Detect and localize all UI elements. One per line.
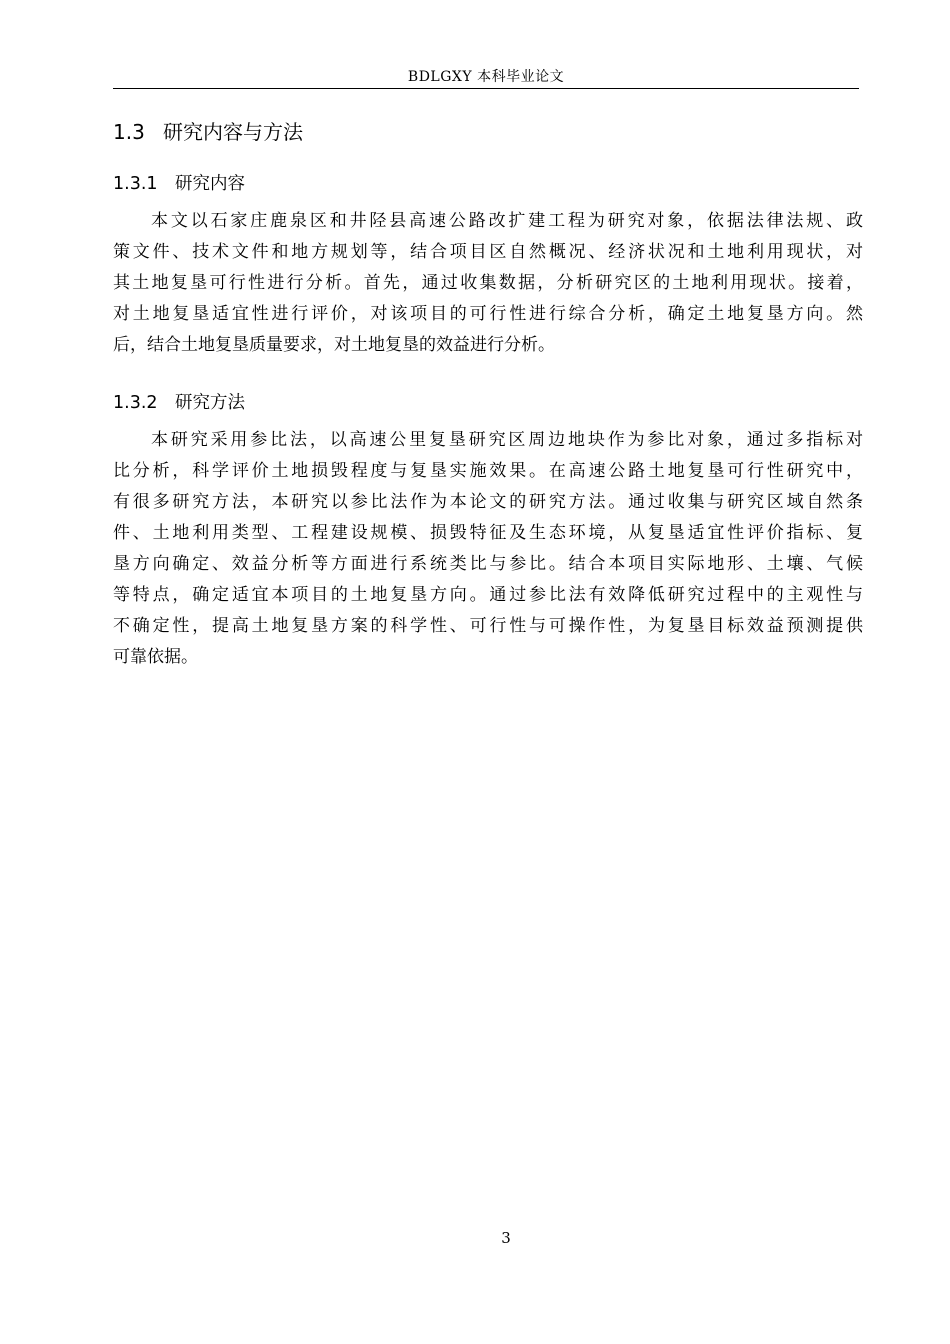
paragraph-line: 后，结合土地复垦质量要求，对土地复垦的效益进行分析。 <box>113 335 555 355</box>
paragraph-research-content <box>113 206 863 361</box>
paragraph-line: 其土地复垦可行性进行分析。首先，通过收集数据，分析研究区的土地利用现状。接着， <box>113 273 863 293</box>
paragraph-line: 等特点，确定适宜本项目的土地复垦方向。通过参比法有效降低研究过程中的主观性与 <box>113 585 863 605</box>
section-title: 研究内容与方法 <box>163 120 303 144</box>
subsection-heading-content <box>113 171 245 197</box>
subsection-heading-method <box>113 390 245 416</box>
paragraph-line: 对土地复垦适宜性进行评价，对该项目的可行性进行综合分析，确定土地复垦方向。然 <box>113 304 863 324</box>
subsection-number: 1.3.2 <box>113 393 158 413</box>
paragraph-line: 有很多研究方法，本研究以参比法作为本论文的研究方法。通过收集与研究区域自然条 <box>113 492 863 512</box>
section-heading <box>113 118 303 146</box>
page-number: 3 <box>501 1229 511 1247</box>
paragraph-line: 可靠依据。 <box>113 647 198 667</box>
paragraph-line: 本文以石家庄鹿泉区和井陉县高速公路改扩建工程为研究对象，依据法律法规、政 <box>151 211 863 231</box>
paragraph-line: 本研究采用参比法，以高速公里复垦研究区周边地块作为参比对象，通过多指标对 <box>151 430 863 450</box>
paragraph-line: 件、土地利用类型、工程建设规模、损毁特征及生态环境，从复垦适宜性评价指标、复 <box>113 523 863 543</box>
paragraph-line: 垦方向确定、效益分析等方面进行系统类比与参比。结合本项目实际地形、土壤、气候 <box>113 554 863 574</box>
header-divider <box>113 88 859 89</box>
paragraph-line: 不确定性，提高土地复垦方案的科学性、可行性与可操作性，为复垦目标效益预测提供 <box>113 616 863 636</box>
running-header: BDLGXY 本科毕业论文 <box>407 69 565 85</box>
subsection-title: 研究方法 <box>175 393 245 413</box>
paragraph-line: 比分析，科学评价土地损毁程度与复垦实施效果。在高速公路土地复垦可行性研究中， <box>113 461 863 481</box>
paragraph-line: 策文件、技术文件和地方规划等，结合项目区自然概况、经济状况和土地利用现状，对 <box>113 242 863 262</box>
subsection-title: 研究内容 <box>175 174 245 194</box>
paragraph-research-method <box>113 425 863 673</box>
section-number: 1.3 <box>113 120 145 144</box>
subsection-number: 1.3.1 <box>113 174 158 194</box>
